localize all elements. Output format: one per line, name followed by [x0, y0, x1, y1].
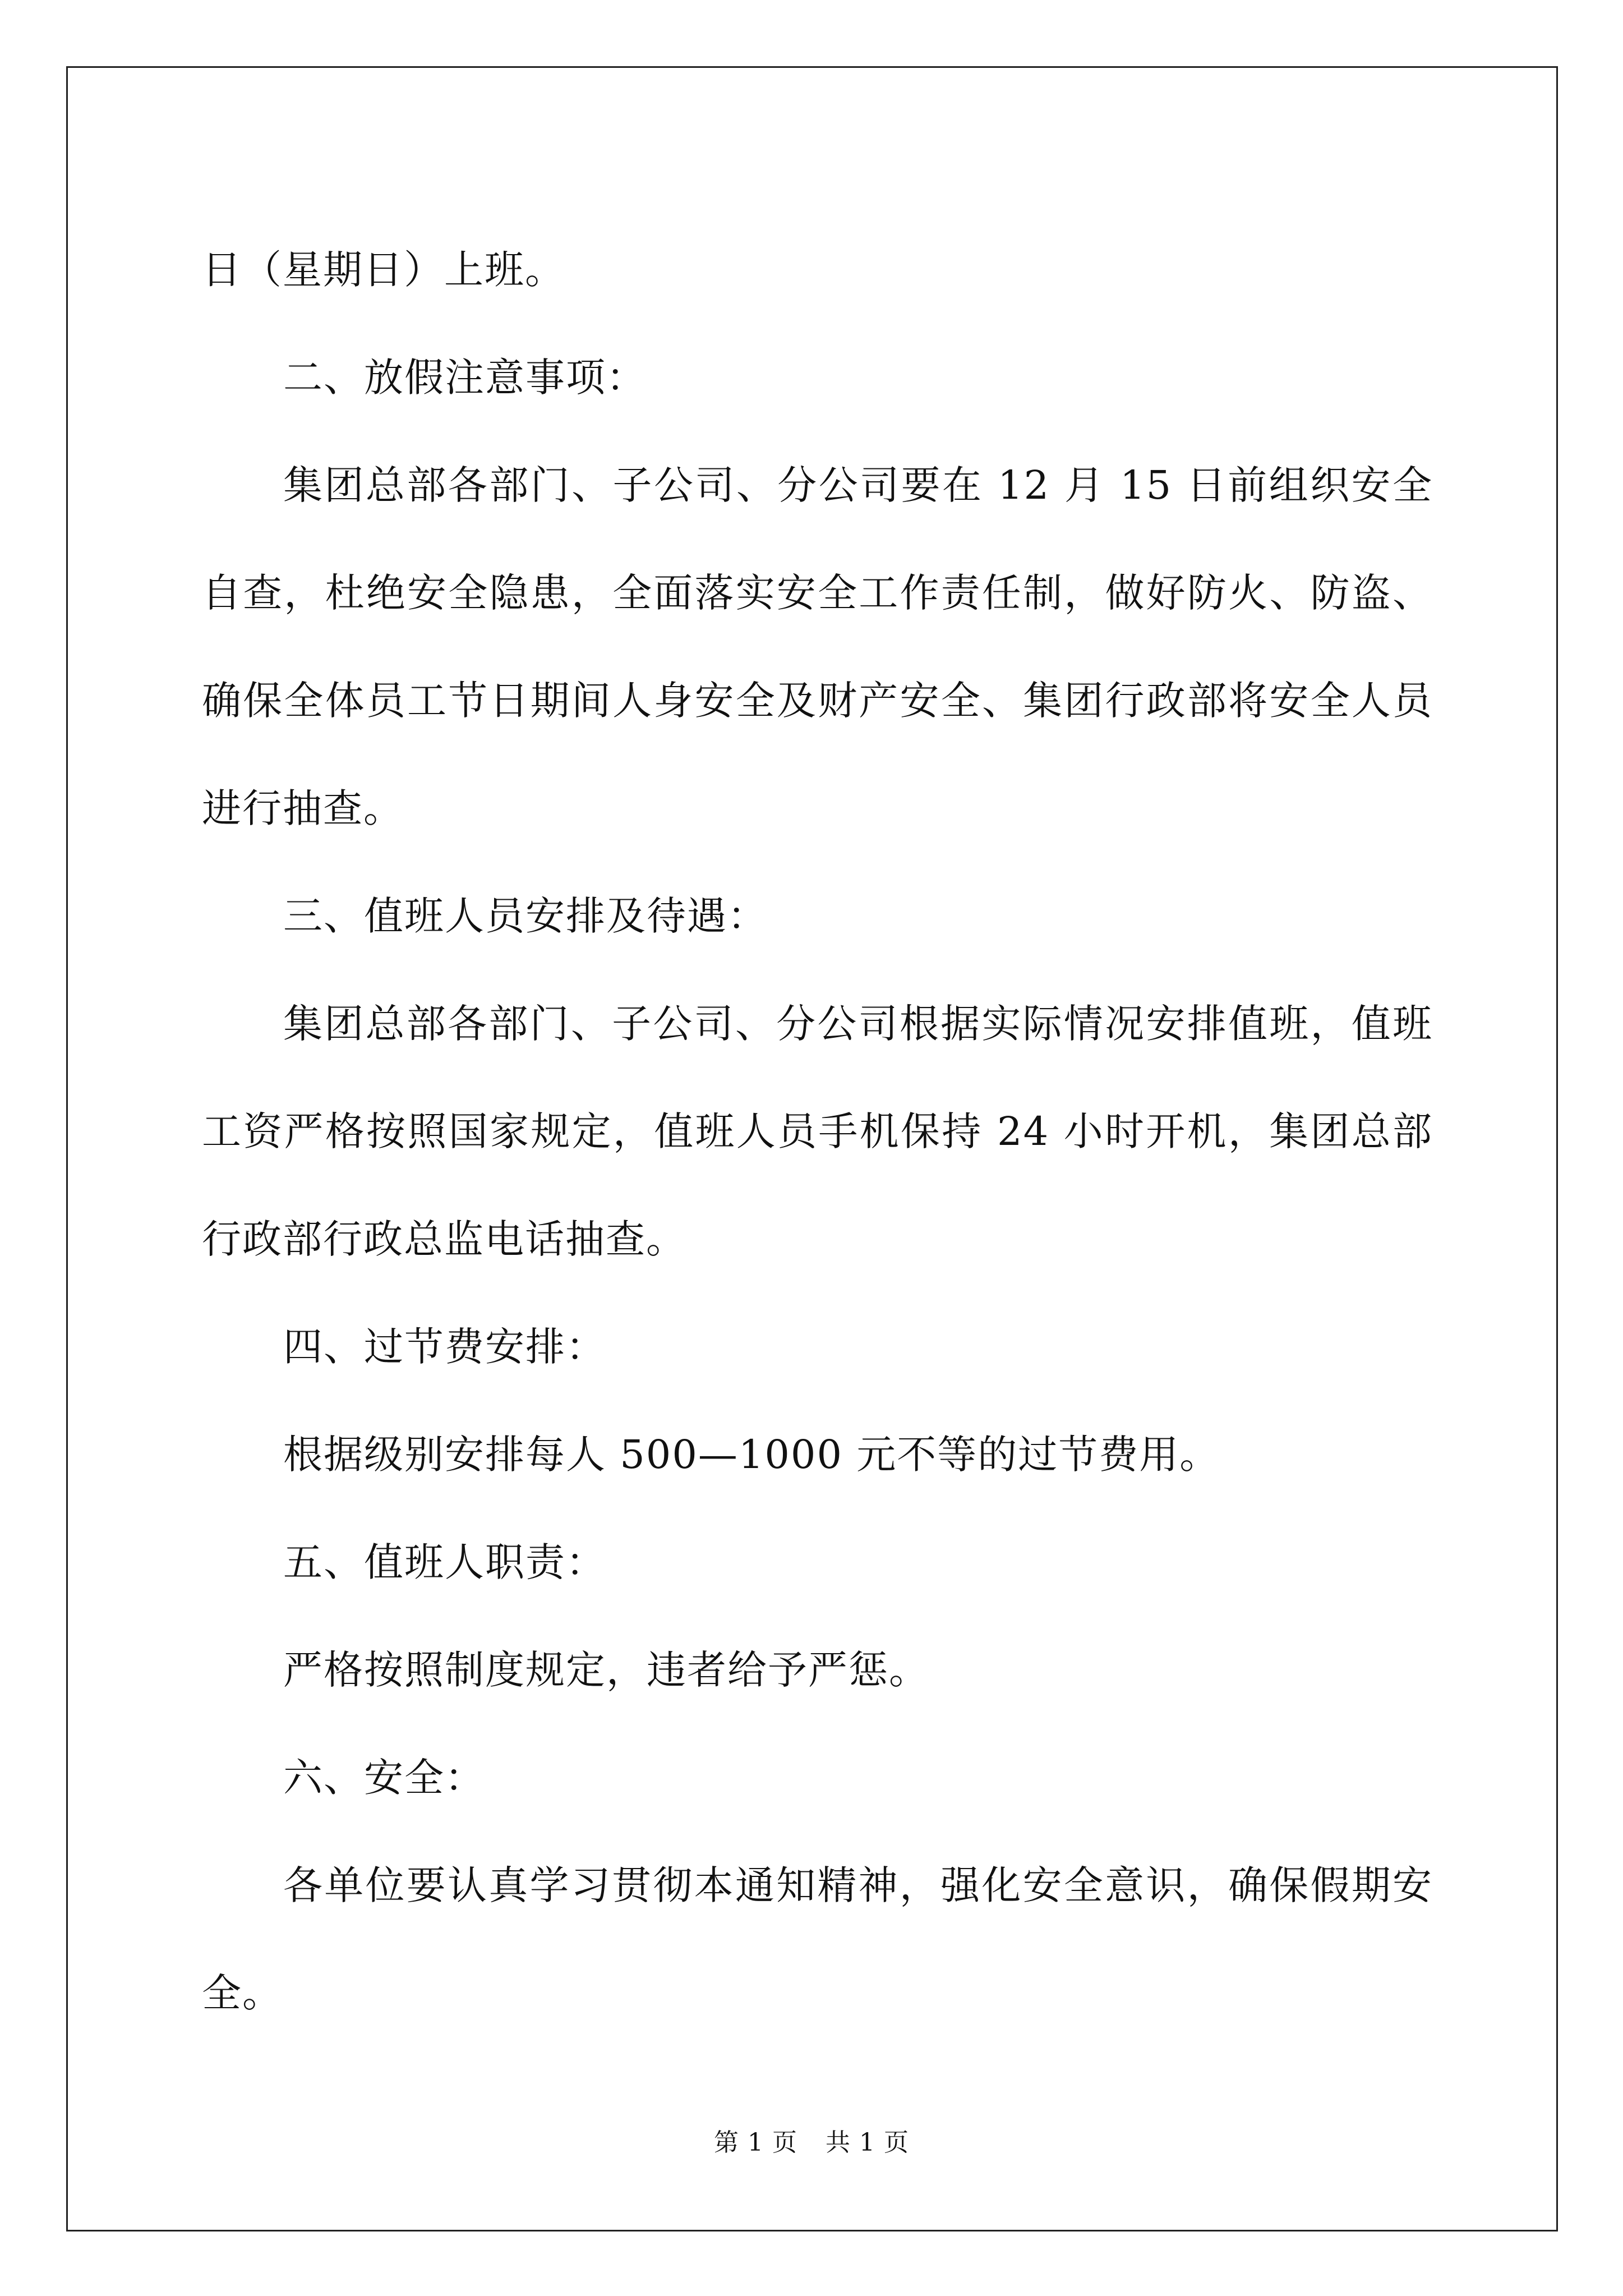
section-heading-duty-arrangement: 三、值班人员安排及待遇：	[283, 893, 768, 939]
page-number-current: 第 1 页	[714, 2128, 797, 2157]
section-heading-safety: 六、安全：	[283, 1755, 485, 1801]
paragraph-continuation: 日（星期日）上班。	[202, 247, 565, 293]
paragraph-holiday-allowance: 根据级别安排每人 500—1000 元不等的过节费用。	[283, 1432, 1220, 1478]
paragraph-duty-arrangement: 集团总部各部门、子公司、分公司根据实际情况安排值班，值班工资严格按照国家规定，值班人员手机保持 24 小时开机，集团总部行政部行政总监电话抽查。	[202, 1001, 1433, 1262]
section-heading-holiday-allowance: 四、过节费安排：	[283, 1324, 606, 1370]
paragraph-safety: 各单位要认真学习贯彻本通知精神，强化安全意识，确保假期安全。	[202, 1862, 1433, 2016]
page-footer	[0, 2126, 1623, 2160]
paragraph-duty-responsibility: 严格按照制度规定，违者给予严惩。	[283, 1647, 929, 1693]
page-number-total: 共 1 页	[826, 2128, 909, 2157]
section-heading-holiday-notes: 二、放假注意事项：	[283, 355, 647, 401]
section-heading-duty-responsibility: 五、值班人职责：	[283, 1539, 606, 1585]
document-body	[202, 216, 1433, 2047]
paragraph-safety-check: 集团总部各部门、子公司、分公司要在 12 月 15 日前组织安全自查，杜绝安全隐患，全面落实安全工作责任制，做好防火、防盗、确保全体员工节日期间人身安全及财产安全、集团行政部将安全人员进行抽查。	[202, 462, 1433, 831]
